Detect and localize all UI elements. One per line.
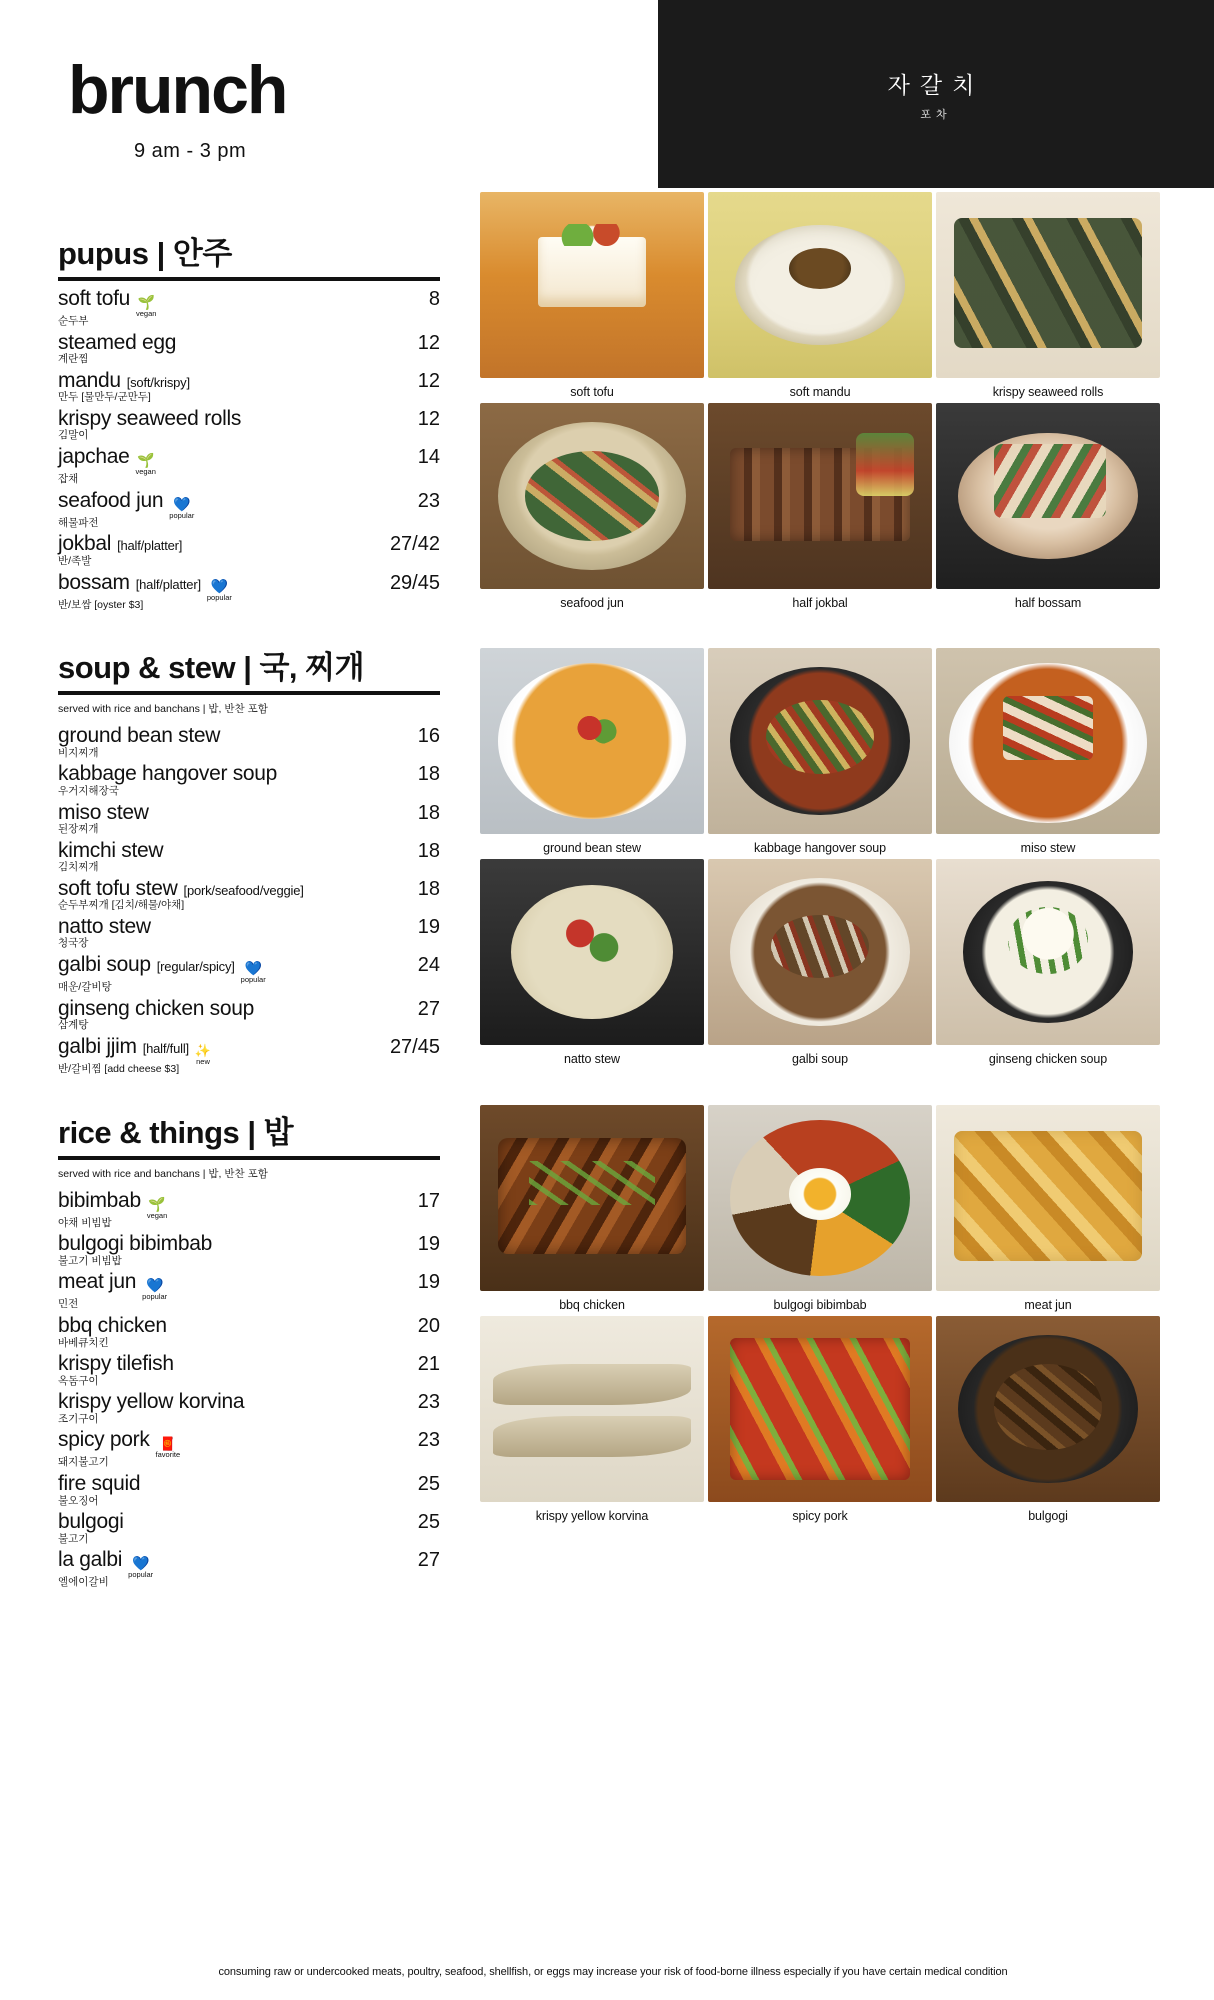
- menu-item: [58, 1270, 440, 1312]
- dish-photo: [480, 1316, 704, 1502]
- menu-item-korean: 반/보쌈 [oyster $3]: [58, 598, 144, 611]
- photo-row: [480, 648, 1160, 859]
- section-heading: soup & stew | 국, 찌개: [58, 642, 440, 695]
- menu-item-name-row: [58, 1189, 370, 1218]
- menu-item-name: steamed egg: [58, 330, 177, 354]
- menu-item: [58, 571, 440, 613]
- menu-item-name: spicy pork: [58, 1428, 150, 1452]
- menu-item-text: [58, 489, 378, 531]
- menu-item-text: [58, 915, 378, 951]
- badge-label: vegan: [135, 467, 156, 477]
- photo-cell: [480, 1316, 704, 1527]
- photo-cell: [936, 192, 1160, 403]
- photo-cell: [480, 648, 704, 859]
- vegan-badge: [136, 295, 156, 318]
- menu-item: [58, 1352, 440, 1388]
- menu-item: [58, 1314, 440, 1350]
- new-icon: ✨: [194, 1042, 212, 1058]
- popular-badge: [241, 961, 266, 984]
- dish-photo: [936, 1105, 1160, 1291]
- menu-item-name: krispy yellow korvina: [58, 1390, 245, 1414]
- dish-photo: [936, 1316, 1160, 1502]
- dish-photo: [708, 859, 932, 1045]
- menu-item-korean: 옥돔구이: [58, 1374, 99, 1387]
- dish-photo: [708, 648, 932, 834]
- menu-item-korean: 순두부찌개 [김치/해물/야채]: [58, 899, 185, 912]
- menu-item: [58, 1390, 440, 1426]
- menu-item-name-row: [58, 1232, 370, 1256]
- dish-caption: krispy seaweed rolls: [992, 385, 1104, 399]
- menu-item-text: [58, 1472, 378, 1508]
- menu-item-variant: [half/platter]: [117, 538, 183, 554]
- disclaimer-text: consuming raw or undercooked meats, poultry, seafood, shellfish, or eggs may increase your risk of food-borne illness especially if you have certain medical condition: [218, 1966, 1008, 1978]
- photo-cell: [708, 403, 932, 614]
- menu-section: [58, 642, 440, 1076]
- menu-item: [58, 532, 440, 568]
- menu-item-name-row: [58, 369, 370, 393]
- menu-item-korean: 민전: [58, 1298, 79, 1311]
- menu-item-price: 23: [417, 1429, 440, 1452]
- menu-item-name: galbi soup: [58, 953, 151, 977]
- menu-item-text: [58, 877, 378, 913]
- menu-item-name: bulgogi bibimbab: [58, 1232, 212, 1256]
- badge-label: popular: [142, 1292, 168, 1302]
- dish-caption: bulgogi bibimbab: [773, 1298, 867, 1312]
- menu-item-name: fire squid: [58, 1472, 141, 1496]
- menu-item-name: bbq chicken: [58, 1314, 167, 1337]
- dish-photo: [480, 192, 704, 378]
- menu-item-name: soft tofu: [58, 287, 131, 310]
- dish-photo: [708, 1105, 932, 1291]
- menu-item-korean: 불오징어: [58, 1494, 99, 1507]
- menu-item: [58, 1510, 440, 1546]
- menu-item-text: [58, 1270, 378, 1312]
- restaurant-logo: [658, 0, 1214, 188]
- dish-photo: [480, 1105, 704, 1291]
- hours-label: 9 am - 3 pm: [134, 140, 247, 162]
- menu-item-name: mandu: [58, 368, 121, 392]
- menu-item-list: [58, 724, 440, 1076]
- menu-item-text: [58, 762, 378, 798]
- dish-caption: seafood jun: [560, 596, 624, 610]
- menu-item-name: galbi jjim: [58, 1034, 137, 1058]
- photo-cell: [708, 648, 932, 859]
- dish-photo: [708, 403, 932, 589]
- menu-item-text: [58, 724, 378, 760]
- section-note: served with rice and banchans | 밥, 반찬 포함: [58, 703, 268, 716]
- popular-icon: 💙: [244, 960, 262, 977]
- menu-item-korean: 바베큐치킨: [58, 1336, 109, 1349]
- menu-item-name: bulgogi: [58, 1510, 124, 1534]
- menu-item-price: 18: [417, 801, 440, 824]
- menu-item-name-row: [58, 287, 370, 316]
- dish-caption: half bossam: [1014, 596, 1082, 610]
- menu-item-korean: 돼지불고기: [58, 1456, 109, 1469]
- menu-header: [0, 0, 1214, 188]
- menu-item-name-row: [58, 724, 370, 748]
- dish-photo: [936, 192, 1160, 378]
- menu-item-price: 27: [417, 997, 440, 1020]
- photo-cell: [936, 1105, 1160, 1316]
- dish-photo: [936, 648, 1160, 834]
- badge-label: popular: [206, 592, 232, 602]
- dish-caption: bbq chicken: [559, 1298, 625, 1312]
- photo-cell: [936, 1316, 1160, 1527]
- menu-item-text: [58, 1352, 378, 1388]
- menu-item-korean: 엘에이갈비: [58, 1576, 109, 1589]
- dish-photo: [708, 192, 932, 378]
- menu-item: [58, 445, 440, 487]
- menu-item-text: [58, 1510, 378, 1546]
- dish-caption: miso stew: [1020, 841, 1076, 855]
- menu-item-text: [58, 571, 378, 613]
- dish-photo: [480, 648, 704, 834]
- photo-cell: [480, 1105, 704, 1316]
- popular-badge: [128, 1556, 153, 1579]
- menu-item-price: 23: [417, 489, 440, 512]
- menu-item-name-row: [58, 953, 370, 985]
- menu-item: [58, 287, 440, 329]
- section-note: served with rice and banchans | 밥, 반찬 포함: [58, 1167, 268, 1180]
- menu-item-variant: [regular/spicy]: [156, 959, 235, 975]
- menu-item-text: [58, 801, 378, 837]
- vegan-badge: [147, 1197, 167, 1220]
- popular-icon: 💙: [145, 1277, 164, 1294]
- dish-caption: meat jun: [1024, 1298, 1072, 1312]
- photo-cell: [708, 192, 932, 403]
- menu-item-korean: 만두 [물만두/군만두]: [58, 391, 151, 404]
- menu-item-name-row: [58, 1390, 370, 1414]
- menu-item-name-row: [58, 1352, 370, 1376]
- badge-label: popular: [169, 510, 195, 520]
- menu-item: [58, 762, 440, 798]
- section-heading: pupus | 안주: [58, 228, 440, 281]
- menu-item-text: [58, 532, 378, 568]
- menu-item: [58, 724, 440, 760]
- vegan-icon: 🌱: [148, 1195, 166, 1212]
- menu-item-korean: 순두부: [58, 315, 89, 327]
- menu-item-name: jokbal: [58, 532, 112, 556]
- favorite-icon: 🧧: [159, 1436, 176, 1452]
- photo-cell: [936, 648, 1160, 859]
- menu-item: [58, 407, 440, 443]
- menu-item: [58, 369, 440, 405]
- menu-item-korean: 우거지해장국: [58, 784, 119, 797]
- popular-icon: 💙: [131, 1555, 150, 1572]
- menu-item-name: natto stew: [58, 914, 151, 938]
- photo-row: [480, 1316, 1160, 1527]
- menu-item-korean: 불고기: [58, 1532, 89, 1545]
- photo-cell: [708, 1105, 932, 1316]
- menu-item-text: [58, 407, 378, 443]
- menu-item-list: [58, 287, 440, 612]
- menu-item: [58, 1428, 440, 1470]
- popular-badge: [207, 579, 232, 602]
- favorite-badge: [156, 1437, 181, 1459]
- menu-item-price: 19: [417, 1271, 440, 1294]
- menu-item-name-row: [58, 489, 370, 518]
- logo-korean-subtitle: 포차: [920, 107, 952, 121]
- menu-item-variant: [pork/seafood/veggie]: [183, 882, 304, 898]
- menu-item-korean: 반/족발: [58, 554, 92, 567]
- menu-item-variant: [half/platter]: [135, 576, 201, 592]
- photo-group: [480, 1105, 1160, 1527]
- photo-row: [480, 1105, 1160, 1316]
- menu-item-price: 19: [417, 1233, 440, 1256]
- menu-item-text: [58, 997, 378, 1033]
- menu-item-name-row: [58, 997, 370, 1021]
- photo-group: [480, 648, 1160, 1070]
- menu-item-korean: 조기구이: [58, 1412, 99, 1425]
- dish-caption: galbi soup: [792, 1052, 848, 1066]
- photo-cell: [480, 192, 704, 403]
- menu-item-name-row: [58, 331, 370, 355]
- menu-item: [58, 839, 440, 875]
- menu-item-name: la galbi: [58, 1548, 123, 1572]
- menu-item: [58, 997, 440, 1033]
- photo-row: [480, 403, 1160, 614]
- photo-cell: [480, 859, 704, 1070]
- menu-item-name-row: [58, 532, 370, 556]
- menu-item-korean: 반/갈비찜 [add cheese $3]: [58, 1062, 180, 1075]
- menu-item-name: japchae: [58, 445, 130, 469]
- menu-item: [58, 489, 440, 531]
- menu-item: [58, 915, 440, 951]
- menu-item: [58, 1035, 440, 1077]
- menu-section: [58, 1107, 440, 1591]
- badge-label: popular: [128, 1570, 154, 1580]
- dish-photo: [936, 859, 1160, 1045]
- menu-item-korean: 계란찜: [58, 353, 89, 366]
- menu-item: [58, 1548, 440, 1590]
- menu-item-price: 21: [417, 1353, 440, 1376]
- menu-item-name-row: [58, 915, 370, 939]
- menu-item-name: bossam: [58, 570, 130, 594]
- menu-item-text: [58, 1390, 378, 1426]
- dish-caption: kabbage hangover soup: [753, 841, 887, 855]
- menu-item-text: [58, 287, 378, 329]
- menu-item-korean: 야채 비빔밥: [58, 1216, 112, 1229]
- menu-item-korean: 비지찌개: [58, 746, 99, 759]
- menu-item-korean: 김치찌개: [58, 861, 99, 874]
- menu-section: [58, 228, 440, 612]
- menu-item-variant: [half/full]: [142, 1040, 189, 1056]
- menu-item-price: 8: [428, 288, 440, 310]
- menu-item-price: 25: [417, 1473, 440, 1496]
- menu-item: [58, 331, 440, 367]
- menu-item-korean: 김말이: [58, 429, 89, 442]
- menu-item-price: 18: [417, 877, 440, 900]
- photo-cell: [480, 403, 704, 614]
- page-title: brunch: [68, 52, 287, 128]
- menu-item-price: 23: [417, 1391, 440, 1414]
- menu-item-price: 29/45: [389, 571, 440, 594]
- dish-photo: [480, 859, 704, 1045]
- menu-item-text: [58, 1189, 378, 1231]
- menu-item-price: 20: [417, 1315, 440, 1337]
- photo-cell: [936, 403, 1160, 614]
- menu-item-price: 12: [417, 331, 440, 354]
- menu-item-price: 19: [417, 915, 440, 938]
- menu-item-name: krispy seaweed rolls: [58, 406, 242, 430]
- menu-item-price: 16: [417, 725, 440, 748]
- new-badge: [195, 1044, 211, 1066]
- menu-item: [58, 1189, 440, 1231]
- menu-item-price: 14: [417, 446, 440, 469]
- menu-item-text: [58, 331, 378, 367]
- menu-item-name-row: [58, 762, 370, 786]
- menu-item-name-row: [58, 571, 370, 600]
- menu-item-name-row: [58, 407, 370, 431]
- menu-item-name-row: [58, 445, 370, 477]
- dish-caption: ginseng chicken soup: [988, 1052, 1108, 1066]
- menu-item-list: [58, 1189, 440, 1591]
- section-heading: rice & things | 밥: [58, 1107, 440, 1160]
- dish-caption: spicy pork: [792, 1509, 848, 1523]
- menu-item-name-row: [58, 1510, 370, 1534]
- menu-item-name-row: [58, 1035, 370, 1064]
- menu-item: [58, 877, 440, 913]
- menu-item-price: 17: [417, 1189, 440, 1212]
- photo-cell: [708, 859, 932, 1070]
- menu-item-name-row: [58, 801, 370, 825]
- menu-item-text: [58, 1035, 378, 1077]
- menu-item: [58, 801, 440, 837]
- menu-item-korean: 불고기 비빔밥: [58, 1254, 122, 1267]
- dish-photo: [480, 403, 704, 589]
- menu-item-text: [58, 1428, 378, 1470]
- menu-item-variant: [soft/krispy]: [126, 374, 190, 390]
- dish-caption: soft mandu: [789, 385, 851, 399]
- menu-item-korean: 해물파전: [58, 516, 99, 529]
- menu-item-text: [58, 369, 378, 405]
- menu-item: [58, 953, 440, 995]
- menu-item-name-row: [58, 1472, 370, 1496]
- dish-photo: [708, 1316, 932, 1502]
- dish-caption: half jokbal: [792, 596, 848, 610]
- dish-caption: soft tofu: [570, 385, 614, 399]
- menu-item: [58, 1472, 440, 1508]
- menu-item-korean: 된장찌개: [58, 823, 99, 836]
- photo-cell: [936, 859, 1160, 1070]
- logo-korean-name: 자갈치: [887, 72, 985, 99]
- menu-item-price: 27/45: [389, 1035, 440, 1058]
- popular-icon: 💙: [173, 495, 191, 512]
- badge-label: vegan: [146, 1210, 168, 1220]
- vegan-badge: [135, 453, 155, 476]
- menu-item-text: [58, 1548, 378, 1590]
- badge-label: new: [196, 1056, 210, 1066]
- menu-item-name: kabbage hangover soup: [58, 762, 278, 786]
- badge-label: favorite: [155, 1450, 181, 1460]
- photo-row: [480, 192, 1160, 403]
- menu-item-text: [58, 445, 378, 487]
- menu-item-name-row: [58, 877, 370, 901]
- menu-item-name: miso stew: [58, 800, 149, 824]
- popular-badge: [142, 1278, 167, 1301]
- menu-item-korean: 매운/갈비탕: [58, 981, 112, 994]
- menu-item-name: seafood jun: [58, 488, 164, 512]
- popular-icon: 💙: [210, 577, 229, 594]
- menu-item-price: 25: [417, 1511, 440, 1534]
- vegan-icon: 🌱: [136, 452, 155, 469]
- menu-item-text: [58, 1232, 378, 1268]
- menu-item-price: 18: [417, 763, 440, 786]
- popular-badge: [169, 497, 194, 520]
- menu-item-name: krispy tilefish: [58, 1352, 174, 1376]
- menu-item-name: ground bean stew: [58, 724, 221, 748]
- menu-item-korean: 삼계탕: [58, 1019, 89, 1032]
- menu-item-price: 27/42: [389, 533, 440, 556]
- menu-item-text: [58, 953, 378, 995]
- menu-item-name: soft tofu stew: [58, 876, 178, 900]
- menu-item-name-row: [58, 1428, 370, 1460]
- menu-item-name-row: [58, 1314, 370, 1338]
- menu-item-text: [58, 839, 378, 875]
- dish-caption: bulgogi: [1028, 1509, 1068, 1523]
- menu-item-name-row: [58, 1270, 370, 1302]
- menu-item-korean: 잡채: [58, 473, 79, 486]
- badge-label: popular: [240, 975, 266, 985]
- badge-label: vegan: [136, 309, 157, 318]
- menu-item-text: [58, 1314, 378, 1350]
- dish-caption: krispy yellow korvina: [535, 1509, 649, 1523]
- menu-item-korean: 청국장: [58, 937, 89, 950]
- photo-group: [480, 192, 1160, 614]
- menu-item-price: 12: [417, 369, 440, 392]
- dish-caption: ground bean stew: [543, 841, 641, 855]
- menu-item-name: kimchi stew: [58, 838, 164, 862]
- menu-item-name: meat jun: [58, 1270, 137, 1294]
- photo-cell: [708, 1316, 932, 1527]
- menu-item: [58, 1232, 440, 1268]
- menu-item-name-row: [58, 839, 370, 863]
- menu-item-name: bibimbab: [58, 1188, 141, 1212]
- dish-caption: natto stew: [564, 1052, 620, 1066]
- vegan-icon: 🌱: [137, 294, 155, 310]
- dish-photo: [936, 403, 1160, 589]
- menu-item-price: 27: [417, 1549, 440, 1572]
- menu-item-name-row: [58, 1548, 370, 1580]
- menu-sections: [58, 228, 440, 1620]
- photo-row: [480, 859, 1160, 1070]
- menu-item-name: ginseng chicken soup: [58, 996, 254, 1020]
- menu-item-price: 24: [417, 954, 440, 977]
- menu-item-price: 18: [417, 839, 440, 862]
- menu-item-price: 12: [417, 407, 440, 430]
